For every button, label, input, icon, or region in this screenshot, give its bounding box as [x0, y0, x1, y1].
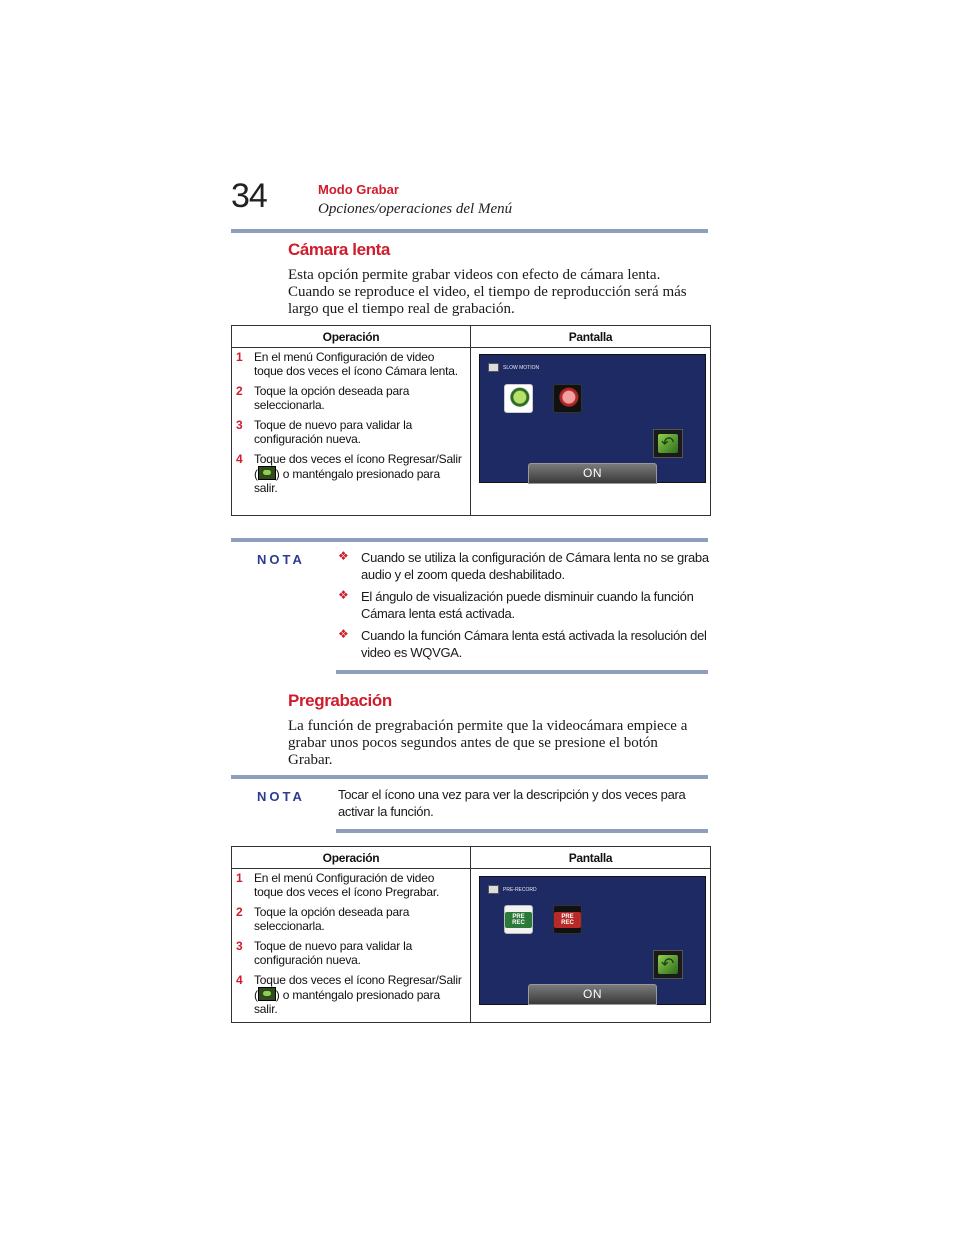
camera-icon [488, 885, 499, 894]
on-status-bar: ON [528, 463, 657, 484]
intro-line: Cuando se reproduce el video, el tiempo de reproducción será más [288, 284, 687, 300]
chapter-title: Modo Grabar [318, 182, 399, 197]
step-text [254, 973, 470, 1016]
step-text: Toque la opción deseada para seleccionarla. [254, 384, 410, 412]
diamond-bullet-icon: ❖ [338, 588, 349, 602]
section-subtitle: Opciones/operaciones del Menú [318, 201, 513, 217]
steps-list [232, 348, 470, 495]
steps-list [232, 869, 470, 1016]
step-text-part: ) o manténgalo presionado para salir. [254, 988, 440, 1016]
pre-record-icon-label: PRE REC [554, 912, 581, 928]
step-number: 3 [236, 939, 243, 953]
step-text: En el menú Configuración de video toque dos veces el ícono Cámara lenta. [254, 350, 458, 378]
screen-header [488, 885, 537, 894]
step-number: 2 [236, 384, 243, 398]
intro-line: Esta opción permite grabar videos con efecto de cámara lenta. [288, 267, 661, 283]
on-status-bar: ON [528, 984, 657, 1005]
pre-record-intro [288, 718, 718, 769]
screen-header-label: SLOW MOTION [503, 364, 540, 371]
step-number: 4 [236, 973, 243, 987]
step-item [236, 905, 470, 933]
note-rule-bottom [336, 829, 708, 833]
step-text [254, 452, 470, 495]
intro-line: grabar unos pocos segundos antes de que se presione el botón [288, 735, 658, 751]
intro-line: La función de pregrabación permite que la videocámara empiece a [288, 718, 688, 734]
step-item [236, 871, 470, 899]
pre-record-title: Pregrabación [288, 691, 392, 710]
step-text: Toque la opción deseada para seleccionarla. [254, 905, 410, 933]
diamond-bullet-icon: ❖ [338, 549, 349, 563]
note-rule-top [231, 538, 708, 542]
intro-line: Grabar. [288, 752, 333, 768]
note-text: Tocar el ícono una vez para ver la descripción y dos veces para activar la función. [338, 787, 686, 819]
step-item [236, 384, 470, 412]
slow-motion-intro [288, 267, 718, 318]
back-exit-icon[interactable] [653, 950, 683, 979]
step-text: Toque de nuevo para validar la configuración nueva. [254, 418, 413, 446]
header-rule [231, 229, 708, 233]
note-rule-bottom [336, 670, 708, 674]
note-label: NOTA [257, 789, 305, 804]
screen-header [488, 363, 539, 372]
note-label: NOTA [257, 552, 305, 567]
step-number: 3 [236, 418, 243, 432]
step-item [236, 452, 470, 495]
note-rule-top [231, 775, 708, 779]
pre-record-off-icon[interactable] [553, 905, 582, 934]
screen-header-label: PRE-RECORD [503, 886, 537, 893]
pre-record-icon-label: PRE REC [505, 912, 532, 928]
step-text-part: ) o manténgalo presionado para salir. [254, 467, 440, 495]
step-number: 2 [236, 905, 243, 919]
step-item [236, 939, 470, 967]
step-text-part: Toque dos veces el ícono Regresar/Salir ( [254, 973, 462, 1002]
pre-record-on-icon[interactable] [504, 905, 533, 934]
step-number: 1 [236, 350, 243, 364]
col-screen-header: Pantalla [471, 326, 711, 348]
snail-green-icon[interactable] [504, 384, 533, 413]
back-exit-icon [258, 987, 276, 1001]
step-text: En el menú Configuración de video toque dos veces el ícono Pregrabar. [254, 871, 440, 899]
step-text-part: Toque dos veces el ícono Regresar/Salir ( [254, 452, 462, 481]
step-number: 4 [236, 452, 243, 466]
diamond-bullet-icon: ❖ [338, 627, 349, 641]
step-item [236, 973, 470, 1016]
col-operation-header: Operación [232, 326, 471, 348]
note-item: Cuando se utiliza la configuración de Cámara lenta no se graba audio y el zoom queda deshabilitado. [361, 550, 709, 582]
col-operation-header: Operación [232, 847, 471, 869]
intro-line: largo que el tiempo real de grabación. [288, 301, 515, 317]
note-item: El ángulo de visualización puede disminuir cuando la función Cámara lenta está activada. [361, 589, 694, 621]
step-number: 1 [236, 871, 243, 885]
col-screen-header: Pantalla [471, 847, 711, 869]
slow-motion-title: Cámara lenta [288, 240, 390, 259]
pre-record-screen [479, 876, 706, 1005]
back-exit-icon[interactable] [653, 429, 683, 458]
step-text: Toque de nuevo para validar la configuración nueva. [254, 939, 413, 967]
note-item: Cuando la función Cámara lenta está activada la resolución del video es WQVGA. [361, 628, 707, 660]
back-exit-icon [258, 466, 276, 480]
step-item [236, 350, 470, 378]
snail-red-icon[interactable] [553, 384, 582, 413]
slow-motion-screen [479, 354, 706, 483]
step-item [236, 418, 470, 446]
page-number: 34 [231, 177, 267, 215]
camera-icon [488, 363, 499, 372]
